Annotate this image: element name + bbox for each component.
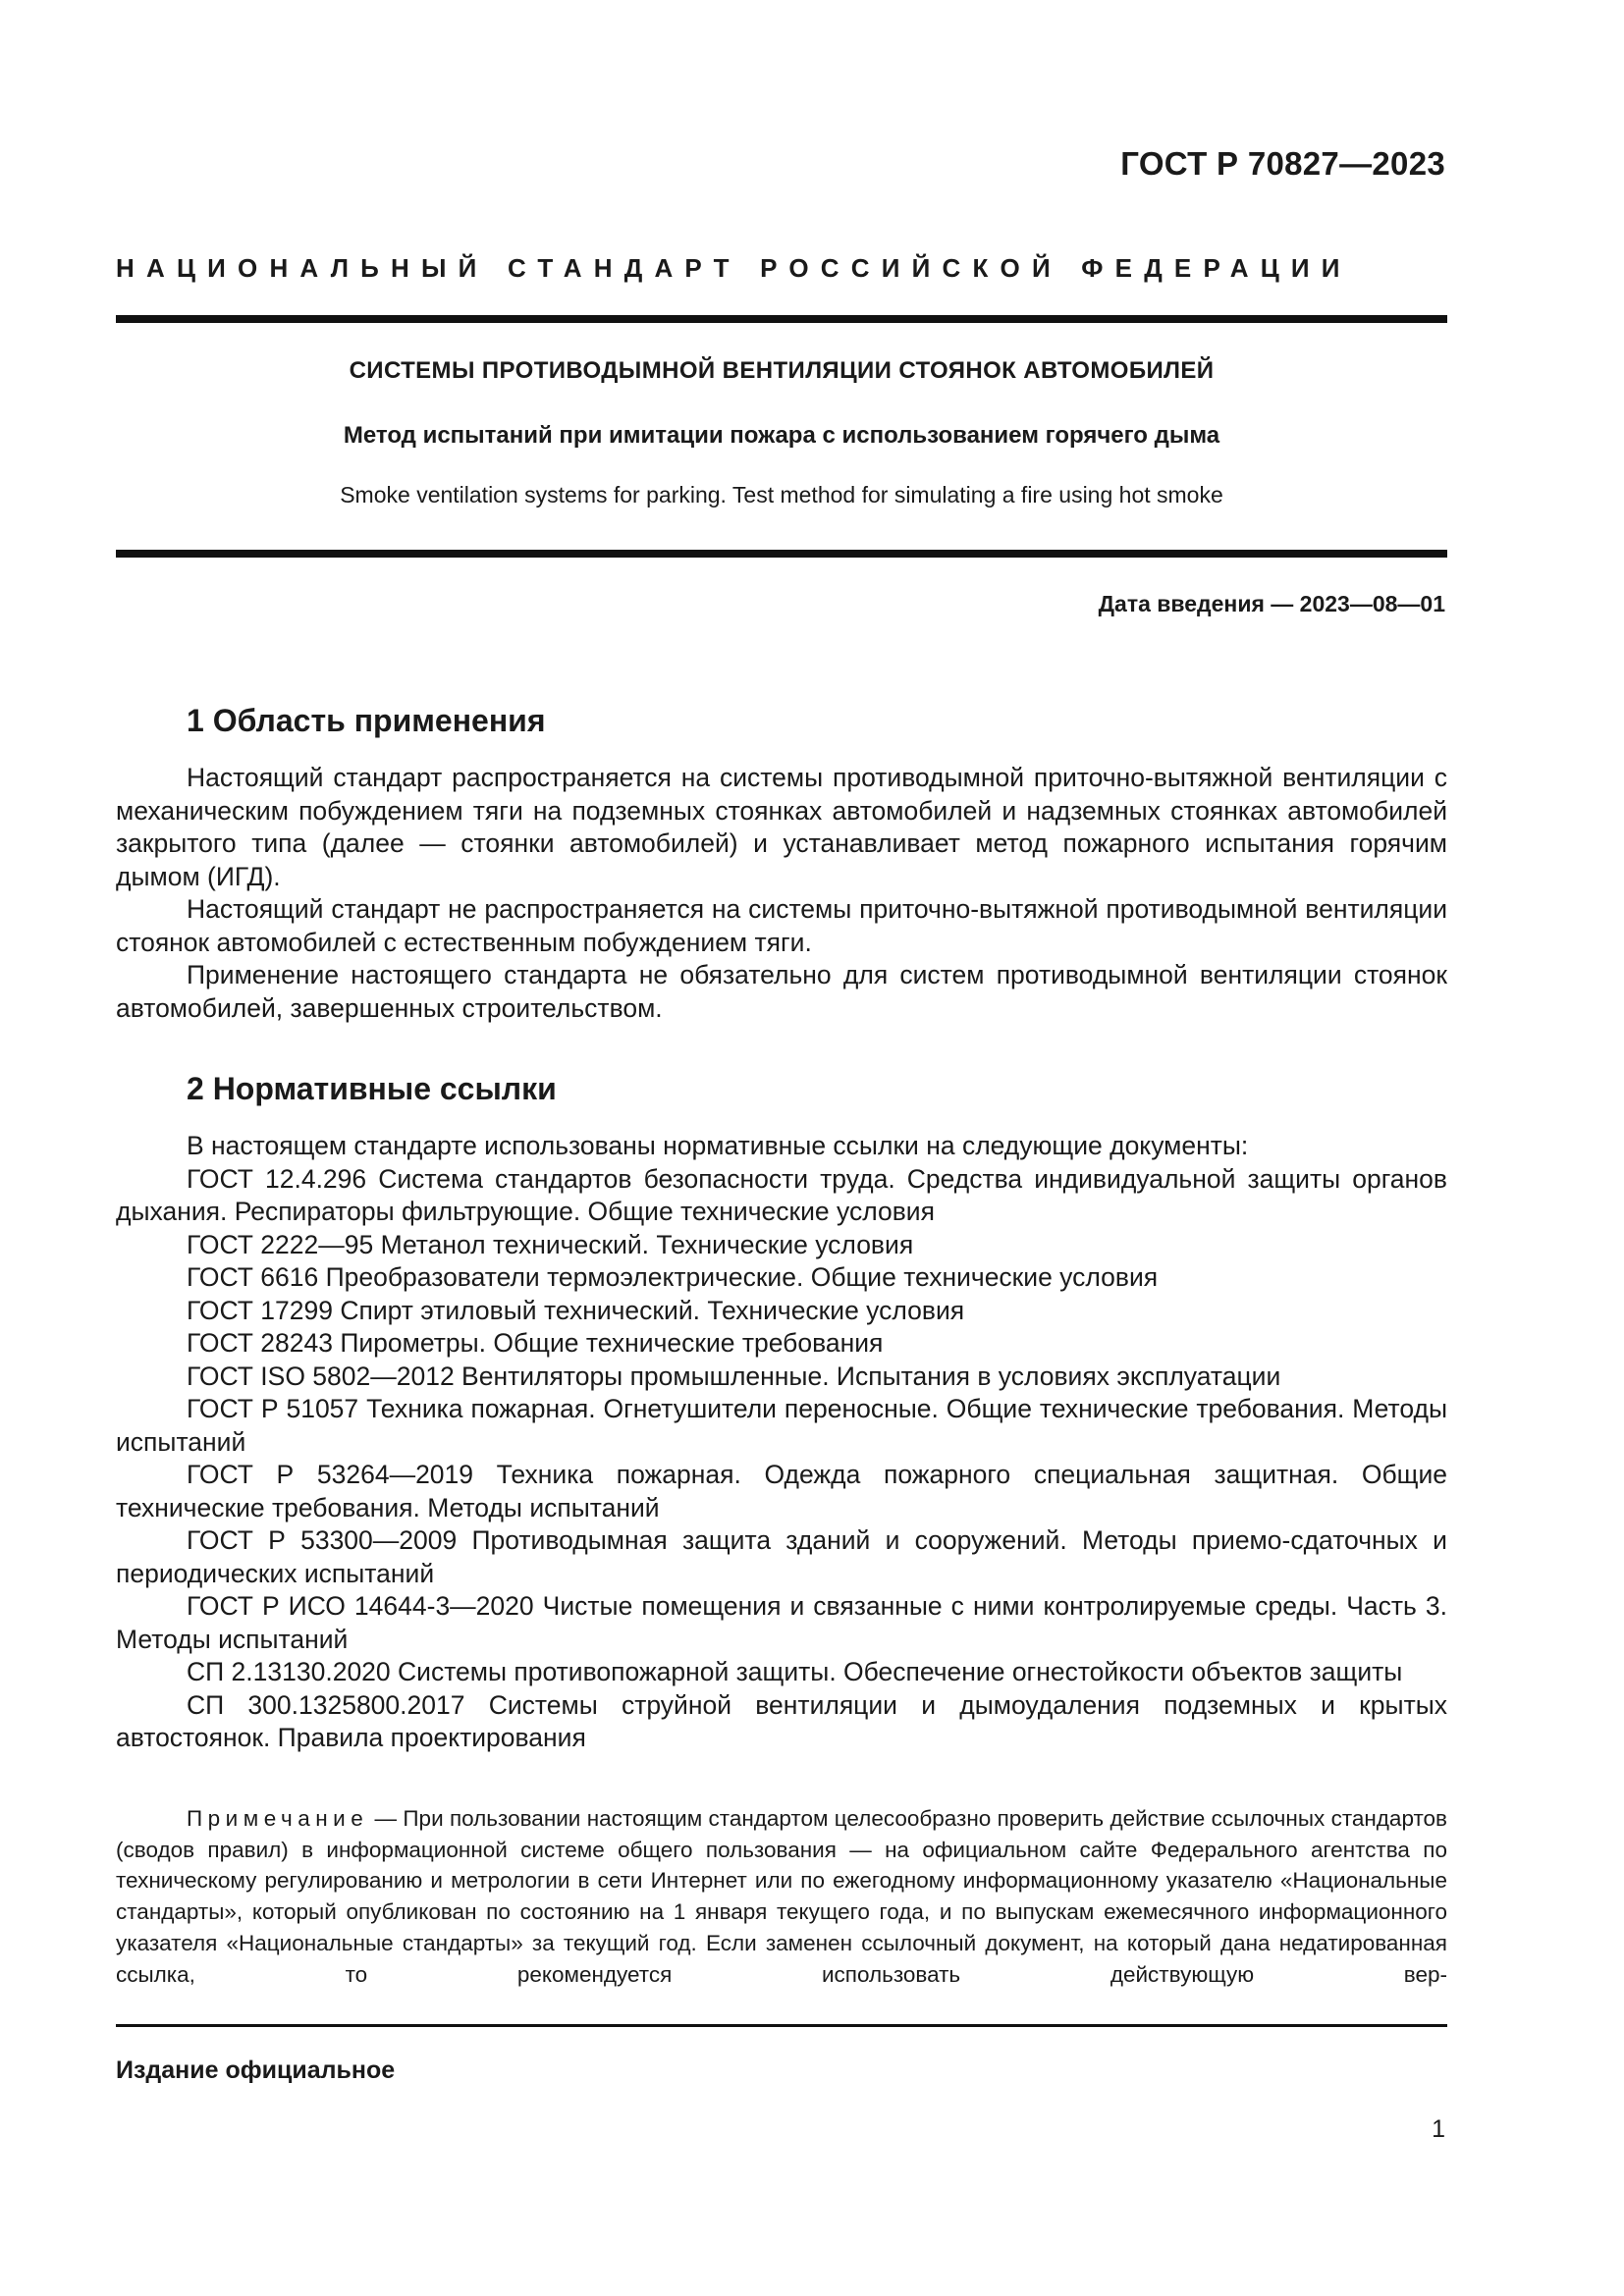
section-1-paragraph: Применение настоящего стандарта не обязательно для систем противодымной вентиляции стоянок автомобилей, завершенных строительством.: [116, 960, 1447, 1023]
section-2-heading: 2 Нормативные ссылки: [187, 1071, 557, 1106]
english-title: Smoke ventilation systems for parking. Test method for simulating a fire using hot smoke: [340, 482, 1223, 507]
reference-item: СП 2.13130.2020 Системы противопожарной защиты. Обеспечение огнестойкости объектов защиты: [187, 1657, 1403, 1686]
note: [116, 1803, 1447, 1990]
section-1-paragraph: Настоящий стандарт не распространяется на системы приточно-вытяжной противодымной вентиляции стоянок автомобилей с естественным побуждением тяги.: [116, 894, 1447, 957]
reference-item: ГОСТ ISO 5802—2012 Вентиляторы промышленные. Испытания в условиях эксплуатации: [187, 1361, 1281, 1391]
national-standard-title: НАЦИОНАЛЬНЫЙ СТАНДАРТ РОССИЙСКОЙ ФЕДЕРАЦИИ: [116, 253, 1352, 283]
edition-label: Издание официальное: [116, 2056, 396, 2084]
reference-item: ГОСТ 12.4.296 Система стандартов безопасности труда. Средства индивидуальной защиты органов дыхания. Респираторы фильтрующие. Общие технические условия: [116, 1163, 1447, 1226]
reference-item: ГОСТ Р 53300—2009 Противодымная защита зданий и сооружений. Методы приемо-сдаточных и периодических испытаний: [116, 1525, 1447, 1588]
note-label: Примечание: [187, 1806, 369, 1831]
standard-number: ГОСТ Р 70827—2023: [1120, 145, 1445, 182]
document-title: СИСТЕМЫ ПРОТИВОДЫМНОЙ ВЕНТИЛЯЦИИ СТОЯНОК АВТОМОБИЛЕЙ: [349, 357, 1215, 384]
references-intro: В настоящем стандарте использованы нормативные ссылки на следующие документы:: [187, 1131, 1249, 1160]
reference-item: ГОСТ Р ИСО 14644-3—2020 Чистые помещения и связанные с ними контролируемые среды. Часть 3. Методы испытаний: [116, 1591, 1447, 1654]
reference-item: ГОСТ Р 53264—2019 Техника пожарная. Одежда пожарного специальная защитная. Общие технические требования. Методы испытаний: [116, 1460, 1447, 1522]
top-rule: [116, 315, 1447, 323]
reference-item: ГОСТ Р 51057 Техника пожарная. Огнетушители переносные. Общие технические требования. Методы испытаний: [116, 1394, 1447, 1457]
reference-item: ГОСТ 2222—95 Метанол технический. Технические условия: [187, 1229, 914, 1259]
section-1-heading: 1 Область применения: [187, 703, 546, 738]
title-bottom-rule: [116, 550, 1447, 558]
document-subtitle: Метод испытаний при имитации пожара с использованием горячего дыма: [343, 422, 1220, 449]
footer-rule: [116, 2024, 1447, 2027]
section-1-paragraph: Настоящий стандарт распространяется на системы противодымной приточно-вытяжной вентиляции с механическим побуждением тяги на подземных стоянках автомобилей и надземных стоянках автомобилей закрытого типа (далее — стоянки автомобилей) и устанавливает метод пожарного испытания горячим дымом (ИГД).: [116, 763, 1447, 891]
page-number: 1: [1432, 2115, 1445, 2143]
reference-item: ГОСТ 17299 Спирт этиловый технический. Технические условия: [187, 1295, 965, 1325]
introduction-date: Дата введения — 2023—08—01: [1098, 591, 1445, 616]
reference-item: ГОСТ 28243 Пирометры. Общие технические требования: [187, 1328, 884, 1358]
section-1-body: [116, 762, 1447, 1025]
note-text: — При пользовании настоящим стандартом целесообразно проверить действие ссылочных стандартов (сводов правил) в информационной системе общего пользования — на официальном сайте Федерального агентства по техническому регулированию и метрологии в сети Интернет или по ежегодному информационному указателю «Национальные стандарты», который опубликован по состоянию на 1 января текущего года, и по выпускам ежемесячного информационного указателя «Национальные стандарты» за текущий год. Если заменен ссылочный документ, на который дана недатированная ссылка, то рекомендуется использовать действующую вер-: [116, 1806, 1447, 1987]
section-2-body: [116, 1130, 1447, 1755]
reference-item: ГОСТ 6616 Преобразователи термоэлектрические. Общие технические условия: [187, 1262, 1159, 1292]
reference-item: СП 300.1325800.2017 Системы струйной вентиляции и дымоудаления подземных и крытых автостоянок. Правила проектирования: [116, 1689, 1447, 1752]
